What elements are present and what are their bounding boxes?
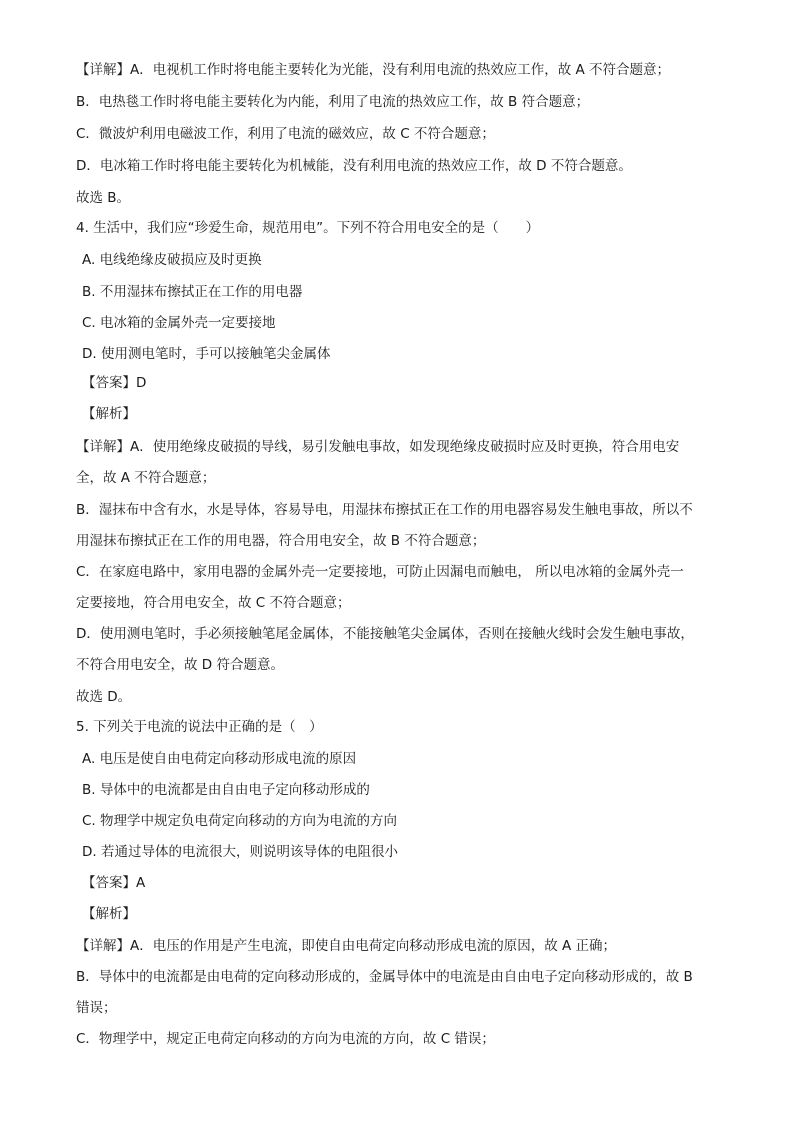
q4-analysis-line: B．湿抹布中含有水，水是导体，容易导电，用湿抹布擦拭正在工作的用电器容易发生触电事故，所以不 bbox=[76, 502, 693, 518]
q4-analysis-line: 定要接地，符合用电安全，故 C 不符合题意； bbox=[76, 595, 351, 611]
q3-detail-c: C．微波炉利用电磁波工作，利用了电流的磁效应，故 C 不符合题意； bbox=[76, 126, 495, 142]
q4-conclusion: 故选 D。 bbox=[76, 689, 132, 705]
q4-option-c: C. 电冰箱的金属外壳一定要接地 bbox=[82, 315, 276, 331]
q5-analysis-line: 【详解】A．电压的作用是产生电流，即使自由电荷定向移动形成电流的原因，故 A 正确； bbox=[76, 938, 617, 954]
q5-option-a: A. 电压是使自由电荷定向移动形成电流的原因 bbox=[82, 751, 357, 767]
q4-answer: 【答案】D bbox=[82, 375, 147, 391]
q4-analysis-line: 全，故 A 不符合题意； bbox=[76, 470, 216, 486]
q4-option-d: D. 使用测电笔时，手可以接触笔尖金属体 bbox=[82, 346, 331, 362]
q3-detail-d: D．电冰箱工作时将电能主要转化为机械能，没有利用电流的热效应工作，故 D 不符合题意。 bbox=[76, 158, 632, 174]
q4-option-b: B. 不用湿抹布擦拭正在工作的用电器 bbox=[82, 284, 303, 300]
q4-analysis-line: C．在家庭电路中，家用电器的金属外壳一定要接地，可防止因漏电而触电， 所以电冰箱的金属外壳一 bbox=[76, 564, 684, 580]
q5-analysis-line: 错误； bbox=[76, 1000, 117, 1016]
q5-option-c: C. 物理学中规定负电荷定向移动的方向为电流的方向 bbox=[82, 813, 398, 829]
q5-answer: 【答案】A bbox=[82, 875, 146, 891]
q5-analysis-line: B．导体中的电流都是由电荷的定向移动形成的，金属导体中的电流是由自由电子定向移动形成的，故 B bbox=[76, 969, 693, 985]
q4-stem: 4. 生活中，我们应“珍爱生命，规范用电”。下列不符合用电安全的是（ ） bbox=[76, 220, 540, 236]
q4-analysis-line: D．使用测电笔时，手必须接触笔尾金属体，不能接触笔尖金属体，否则在接触火线时会发生触电事故， bbox=[76, 626, 694, 642]
q5-option-b: B. 导体中的电流都是由自由电子定向移动形成的 bbox=[82, 782, 370, 798]
q5-stem: 5. 下列关于电流的说法中正确的是（ ） bbox=[76, 719, 323, 735]
q4-analysis-line: 【详解】A．使用绝缘皮破损的导线，易引发触电事故，如发现绝缘皮破损时应及时更换，符合用电安 bbox=[76, 439, 680, 455]
q3-conclusion: 故选 B。 bbox=[76, 190, 131, 206]
q5-analysis-line: C．物理学中，规定正电荷定向移动的方向为电流的方向，故 C 错误； bbox=[76, 1031, 495, 1047]
q4-analysis-line: 不符合用电安全，故 D 符合题意。 bbox=[76, 657, 284, 673]
q3-detail-a: 【详解】A．电视机工作时将电能主要转化为光能，没有利用电流的热效应工作，故 A 不符合题意； bbox=[76, 62, 671, 78]
q5-analysis-heading: 【解析】 bbox=[82, 906, 136, 922]
q4-analysis-heading: 【解析】 bbox=[82, 406, 136, 422]
q3-detail-b: B．电热毯工作时将电能主要转化为内能，利用了电流的热效应工作，故 B 符合题意； bbox=[76, 94, 590, 110]
q5-option-d: D. 若通过导体的电流很大，则说明该导体的电阻很小 bbox=[82, 844, 398, 860]
q4-analysis-line: 用湿抹布擦拭正在工作的用电器，符合用电安全，故 B 不符合题意； bbox=[76, 533, 486, 549]
q4-option-a: A. 电线绝缘皮破损应及时更换 bbox=[82, 252, 262, 268]
